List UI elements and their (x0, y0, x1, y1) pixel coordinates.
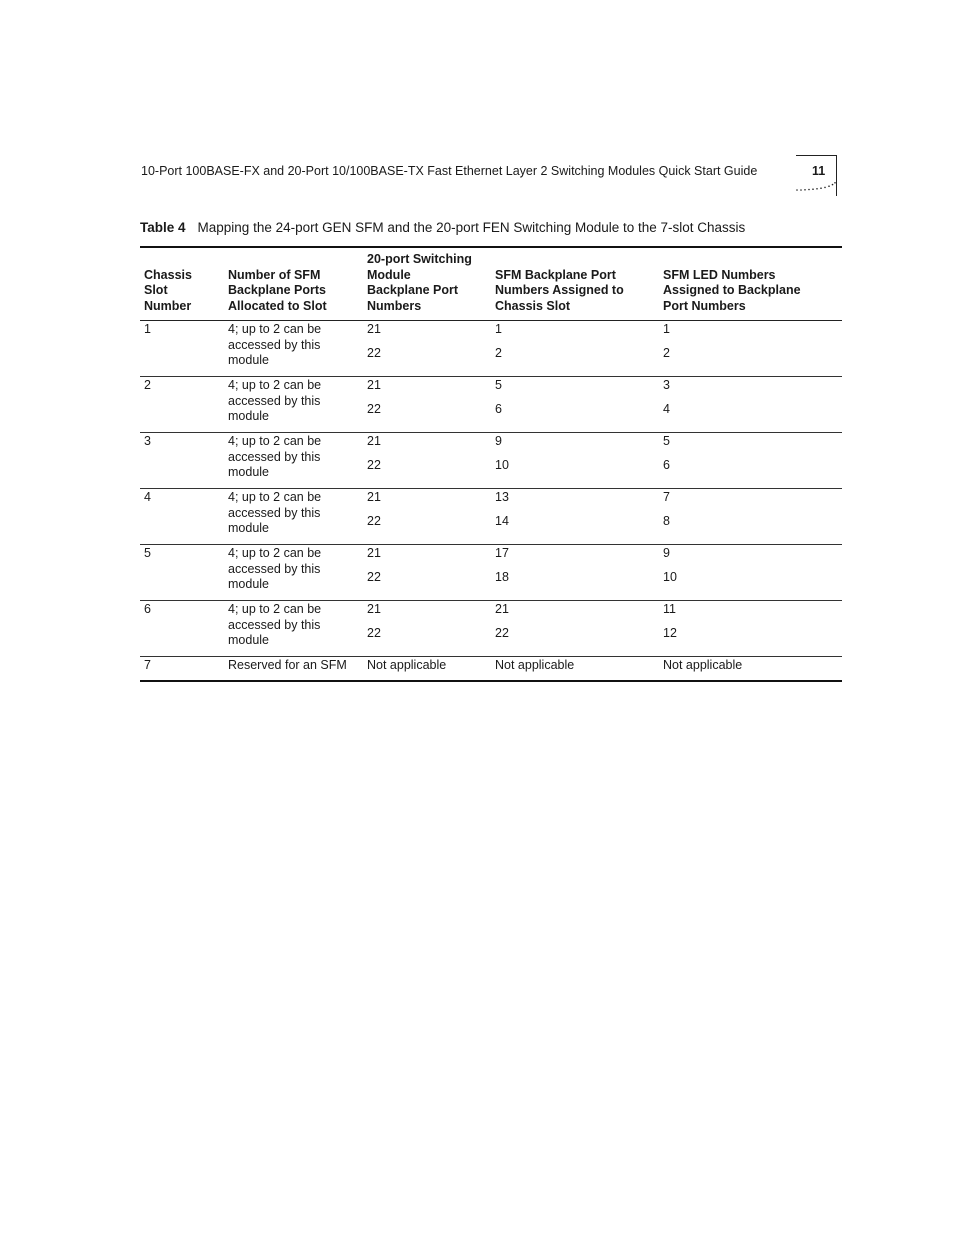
table-caption (140, 220, 745, 235)
switching-module-ports-cell (363, 601, 491, 657)
sfm-backplane-ports-cell (491, 321, 659, 377)
running-header-title: 10-Port 100BASE-FX and 20-Port 10/100BASE-TX Fast Ethernet Layer 2 Switching Modules Quick Start Guide (141, 164, 758, 178)
port-value: 14 (495, 513, 509, 528)
port-value: 22 (367, 457, 381, 472)
switching-module-ports-cell (363, 377, 491, 433)
table-caption-text: Mapping the 24-port GEN SFM and the 20-port FEN Switching Module to the 7-slot Chassis (197, 220, 746, 235)
table-row (140, 489, 842, 545)
sfm-backplane-ports-cell: Not applicable (495, 658, 575, 672)
port-allocation-cell: 4; up to 2 can be accessed by this module (228, 546, 322, 591)
led-value: 10 (663, 569, 677, 584)
header-line: SFM LED Numbers (663, 267, 776, 282)
port-value: 17 (495, 546, 509, 560)
header-line: Allocated to Slot (228, 298, 327, 313)
sfm-led-numbers-cell (659, 545, 842, 601)
header-line: Number of SFM (228, 267, 321, 282)
dotted-arc-decoration (795, 180, 839, 194)
port-value: 21 (367, 490, 381, 504)
header-line: Numbers (367, 298, 422, 313)
port-value: 13 (495, 490, 509, 504)
table-row (140, 545, 842, 601)
port-value: 18 (495, 569, 509, 584)
column-header-chassis-slot (140, 247, 224, 321)
sfm-backplane-ports-cell (491, 377, 659, 433)
table-row (140, 433, 842, 489)
table-header-row (140, 247, 842, 321)
led-value: 12 (663, 625, 677, 640)
slot-mapping-table (140, 246, 842, 682)
led-value: 7 (663, 490, 670, 504)
header-line: Chassis Slot (495, 298, 571, 313)
port-allocation-cell: 4; up to 2 can be accessed by this module (228, 378, 322, 423)
switching-module-ports-cell (363, 489, 491, 545)
slot-number-cell: 3 (144, 434, 151, 448)
slot-number-cell: 4 (144, 490, 151, 504)
port-value: 21 (367, 322, 381, 336)
switching-module-ports-cell (363, 321, 491, 377)
column-header-sfm-led-numbers (659, 247, 842, 321)
page-number: 11 (812, 164, 826, 178)
port-allocation-cell: Reserved for an SFM (228, 658, 347, 672)
header-line: Module (367, 267, 411, 282)
header-line: Chassis (144, 267, 192, 282)
port-value: 22 (367, 513, 381, 528)
switching-module-ports-cell (363, 545, 491, 601)
header-line: Number (144, 298, 192, 313)
led-value: 9 (663, 546, 670, 560)
port-value: 9 (495, 434, 502, 448)
table-row-reserved (140, 657, 842, 682)
sfm-backplane-ports-cell (491, 545, 659, 601)
switching-module-ports-cell: Not applicable (367, 658, 447, 672)
port-value: 21 (367, 602, 381, 616)
slot-number-cell: 1 (144, 322, 151, 336)
header-line: Backplane Ports (228, 283, 326, 297)
led-value: 4 (663, 401, 670, 416)
header-line: Port Numbers (663, 298, 746, 313)
port-value: 22 (367, 401, 381, 416)
sfm-led-numbers-cell (659, 433, 842, 489)
sfm-led-numbers-cell (659, 489, 842, 545)
port-value: 6 (495, 401, 502, 416)
led-value: 11 (663, 602, 676, 616)
port-allocation-cell: 4; up to 2 can be accessed by this module (228, 322, 322, 367)
slot-number-cell: 7 (144, 658, 151, 672)
table-row (140, 601, 842, 657)
slot-mapping-table-container (140, 246, 842, 682)
led-value: 1 (663, 322, 670, 336)
port-value: 21 (495, 602, 509, 616)
port-allocation-cell: 4; up to 2 can be accessed by this module (228, 602, 322, 647)
led-value: 6 (663, 457, 670, 472)
port-value: 22 (367, 625, 381, 640)
header-line: Backplane Port (367, 283, 459, 297)
port-value: 22 (367, 345, 381, 360)
slot-number-cell: 2 (144, 378, 151, 392)
sfm-backplane-ports-cell (491, 489, 659, 545)
sfm-led-numbers-cell (659, 601, 842, 657)
port-value: 21 (367, 434, 381, 448)
sfm-backplane-ports-cell (491, 433, 659, 489)
port-value: 21 (367, 378, 381, 392)
slot-number-cell: 6 (144, 602, 151, 616)
header-line: Slot (144, 283, 168, 297)
port-value: 22 (367, 569, 381, 584)
table-row (140, 321, 842, 377)
led-value: 5 (663, 434, 670, 448)
sfm-led-numbers-cell: Not applicable (663, 658, 743, 672)
port-value: 10 (495, 457, 509, 472)
table-caption-label: Table 4 (140, 220, 186, 235)
slot-number-cell: 5 (144, 546, 151, 560)
column-header-sfm-backplane-ports (491, 247, 659, 321)
sfm-led-numbers-cell (659, 377, 842, 433)
sfm-backplane-ports-cell (491, 601, 659, 657)
led-value: 8 (663, 513, 670, 528)
port-value: 1 (495, 322, 502, 336)
header-line: Numbers Assigned to (495, 283, 624, 297)
port-value: 5 (495, 378, 502, 392)
port-allocation-cell: 4; up to 2 can be accessed by this module (228, 434, 322, 479)
header-line: Assigned to Backplane (663, 283, 801, 297)
port-value: 21 (367, 546, 381, 560)
led-value: 2 (663, 345, 670, 360)
table-row (140, 377, 842, 433)
sfm-led-numbers-cell (659, 321, 842, 377)
led-value: 3 (663, 378, 670, 392)
port-value: 22 (495, 625, 509, 640)
column-header-sfm-ports (224, 247, 363, 321)
port-value: 2 (495, 345, 502, 360)
header-line: SFM Backplane Port (495, 267, 616, 282)
switching-module-ports-cell (363, 433, 491, 489)
port-allocation-cell: 4; up to 2 can be accessed by this module (228, 490, 322, 535)
header-line: 20-port Switching (367, 252, 472, 266)
column-header-switching-module-ports (363, 247, 491, 321)
